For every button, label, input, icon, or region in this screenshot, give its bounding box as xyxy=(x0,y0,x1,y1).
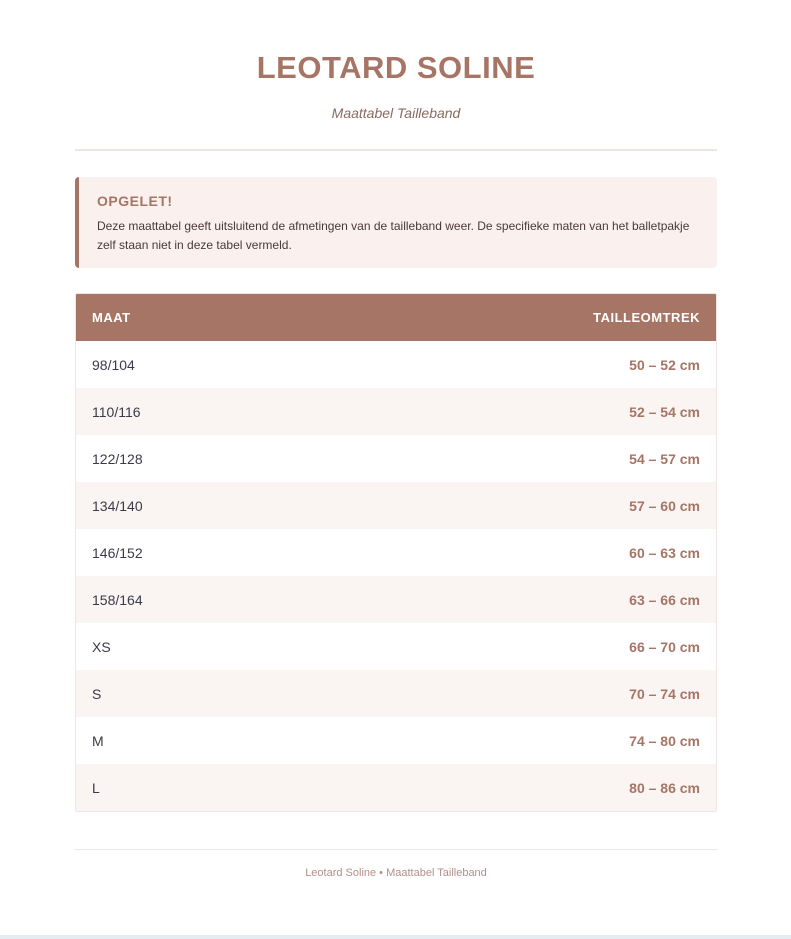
table-row xyxy=(76,341,716,388)
notice-title: OPGELET! xyxy=(97,193,173,209)
size-cell: M xyxy=(92,732,104,749)
table-row xyxy=(76,435,716,482)
table-row xyxy=(76,670,716,717)
size-cell: 146/152 xyxy=(92,544,143,561)
notice-box xyxy=(75,177,717,268)
size-cell: S xyxy=(92,685,102,702)
size-cell: 134/140 xyxy=(92,497,143,514)
waist-cell: 66 – 70 cm xyxy=(629,638,700,655)
table-row xyxy=(76,529,716,576)
size-cell: XS xyxy=(92,638,111,655)
footer-divider xyxy=(75,849,717,850)
waist-cell: 54 – 57 cm xyxy=(629,450,700,467)
table-row xyxy=(76,388,716,435)
table-row xyxy=(76,764,716,811)
table-row xyxy=(76,717,716,764)
waist-cell: 57 – 60 cm xyxy=(629,497,700,514)
bottom-edge-bar xyxy=(0,935,791,939)
waist-cell: 74 – 80 cm xyxy=(629,732,700,749)
waist-cell: 60 – 63 cm xyxy=(629,544,700,561)
table-row xyxy=(76,482,716,529)
page-title: LEOTARD SOLINE xyxy=(256,50,536,85)
size-cell: 110/116 xyxy=(92,403,141,420)
waist-cell: 50 – 52 cm xyxy=(629,356,700,373)
column-header-waist: TAILLEOMTREK xyxy=(593,310,700,325)
size-cell: 98/104 xyxy=(92,356,135,373)
size-cell: 122/128 xyxy=(92,450,143,467)
size-table xyxy=(75,293,717,812)
size-cell: 158/164 xyxy=(92,591,143,608)
table-row xyxy=(76,623,716,670)
size-cell: L xyxy=(92,779,100,796)
page-subtitle: Maattabel Tailleband xyxy=(331,105,461,121)
footer-text: Leotard Soline • Maattabel Tailleband xyxy=(305,867,487,879)
column-header-size: MAAT xyxy=(92,310,131,325)
table-row xyxy=(76,576,716,623)
waist-cell: 63 – 66 cm xyxy=(629,591,700,608)
header-divider xyxy=(75,149,717,151)
notice-text: Deze maattabel geeft uitsluitend de afmetingen van de tailleband weer. De specifieke maten van het balletpakje zelf staan niet in deze tabel vermeld. xyxy=(97,219,690,252)
waist-cell: 70 – 74 cm xyxy=(629,685,700,702)
table-header xyxy=(76,294,716,341)
waist-cell: 52 – 54 cm xyxy=(629,403,700,420)
waist-cell: 80 – 86 cm xyxy=(629,779,700,796)
